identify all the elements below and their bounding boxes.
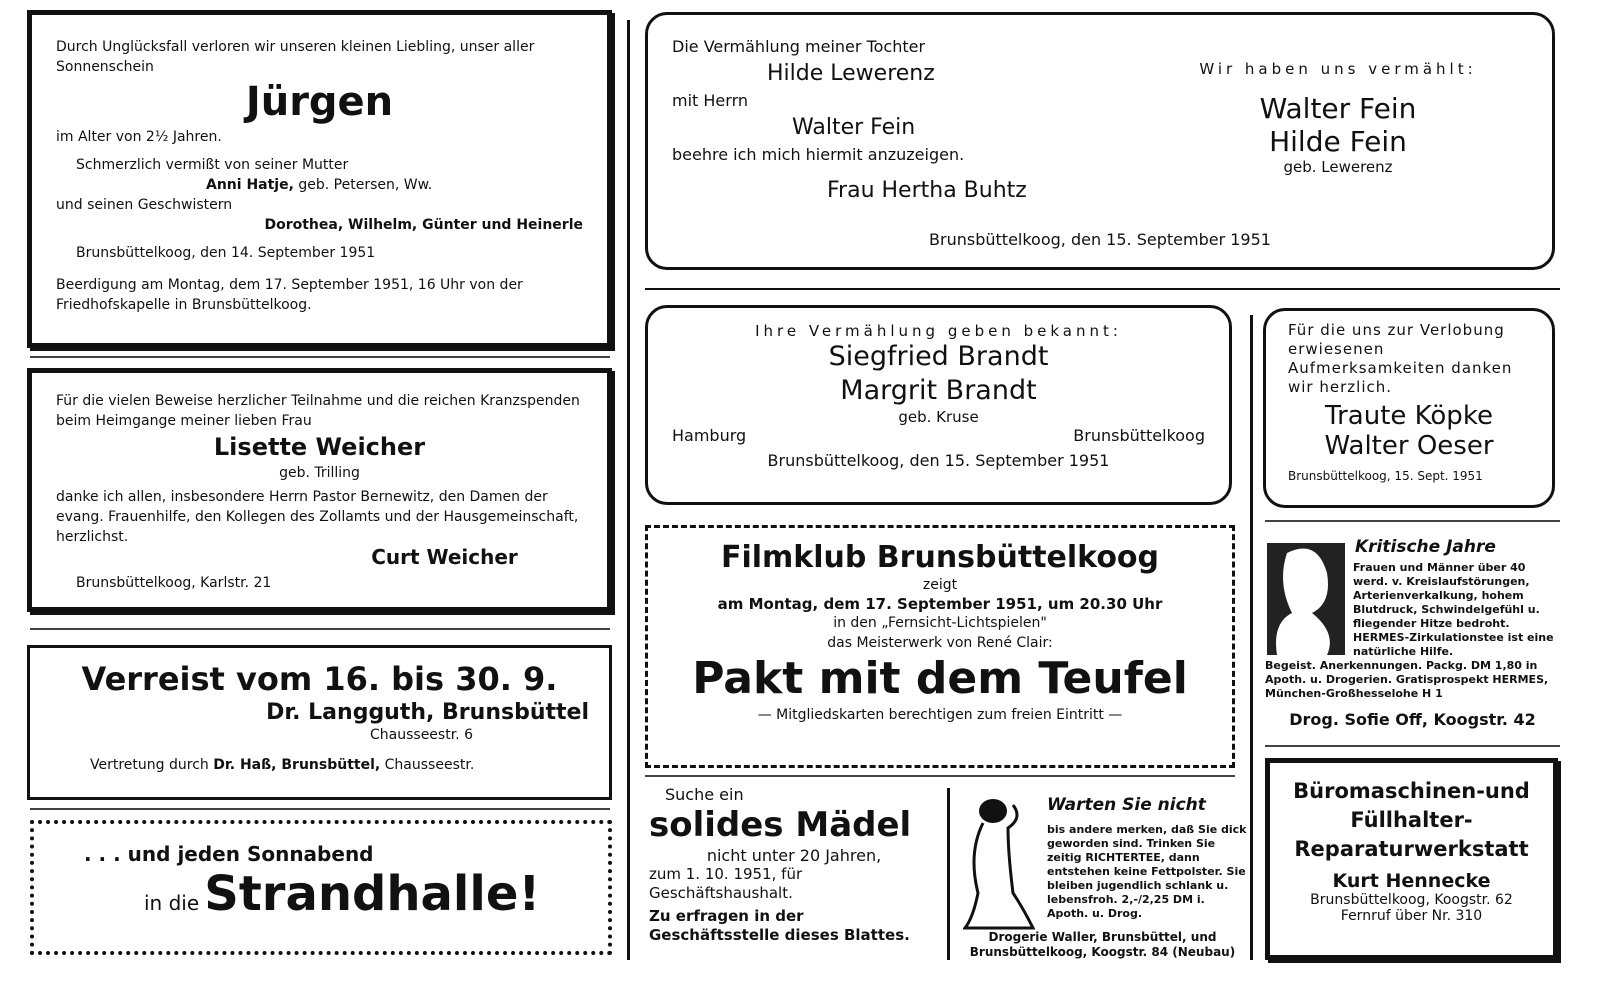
title: Warten Sie nicht [1047, 795, 1206, 815]
thanks-lisette [27, 368, 612, 612]
ad-hermes [1265, 535, 1560, 735]
shows: zeigt [922, 577, 958, 593]
woman-portrait-icon [1267, 543, 1347, 658]
title: Büromaschinen-und Füllhalter-Reparaturwerkstatt [1293, 779, 1530, 861]
line1: . . . und jeden Sonnabend [84, 842, 374, 866]
ad-filmklub [645, 525, 1235, 768]
film-title: Pakt mit dem Teufel [692, 653, 1188, 704]
headline: solides Mädel [649, 805, 912, 845]
thanks-text: danke ich allen, insbesondere Herrn Pastor Bernewitz, den Damen der evang. Frauenhilfe, den Kollegen des Zollamts und der Hausgemeinschaft, herzlichst. [56, 489, 579, 545]
work: das Meisterwerk von René Clair: [827, 635, 1053, 651]
with-text: mit Herrn [672, 91, 748, 110]
born: geb. Kruse [898, 408, 979, 426]
l4: zum 1. 10. 1951, für Geschäftshaushalt. [649, 865, 803, 902]
divider [30, 808, 610, 810]
footer: Drog. Sofie Off, Koogstr. 42 [1289, 710, 1536, 729]
address: Brunsbüttelkoog, Koogstr. 62 [1310, 892, 1513, 908]
footer: Drogerie Waller, Brunsbüttel, und Brunsbüttelkoog, Koogstr. 84 (Neubau) [969, 930, 1236, 959]
date: Brunsbüttelkoog, 15. Sept. 1951 [1288, 469, 1483, 483]
phone: Fernruf über Nr. 310 [1340, 908, 1483, 924]
signer: Curt Weicher [371, 545, 518, 569]
ad-richtertee [955, 785, 1250, 963]
divider [1265, 520, 1560, 522]
couple-intro: Wir haben uns vermählt: [1199, 60, 1477, 78]
deputy-prefix: Vertretung durch [90, 757, 209, 773]
line2-prefix: in die [144, 891, 200, 915]
title: Kritische Jahre [1355, 537, 1496, 557]
bride-name: Margrit Brandt [840, 375, 1037, 406]
body: Frauen und Männer über 40 werd. v. Kreislaufstörungen, Arterienverkalkung, hohem Blutdruck, Schwindelgefühl u. fliegender Hitze bedroht. HERMES-Zirkulationstee ist eine natürliche Hilfe. [1353, 561, 1554, 658]
engagement-thanks [1263, 308, 1555, 508]
deputy-name: Dr. Haß, Brunsbüttel, [213, 757, 381, 773]
funeral-text: Beerdigung am Montag, dem 17. September 1951, 16 Uhr von der Friedhofskapelle in Brunsbüttelkoog. [56, 277, 523, 313]
age-text: im Alter von 2½ Jahren. [56, 129, 222, 145]
l3: nicht unter 20 Jahren, [706, 846, 882, 865]
l1: Suche ein [665, 785, 744, 804]
mother-intro: Die Vermählung meiner Tochter [672, 37, 926, 56]
intro-text: Durch Unglücksfall verloren wir unseren kleinen Liebling, unser aller Sonnenschein [56, 39, 535, 75]
name2: Walter Oeser [1324, 431, 1494, 461]
body2: Begeist. Anerkennungen. Packg. DM 1,80 in Apoth. u. Drogerien. Gratisprospekt HERMES, München-Großhesselohe H 1 [1265, 659, 1549, 700]
woman-illustration-icon [963, 793, 1043, 933]
ad-maedel [645, 785, 943, 960]
divider [30, 356, 610, 358]
deceased-name: Lisette Weicher [213, 433, 426, 461]
obituary-juergen [27, 10, 612, 348]
ad-strandhalle [30, 820, 612, 955]
wedding-brandt [645, 305, 1232, 505]
club-name: Filmklub Brunsbüttelkoog [720, 540, 1160, 575]
venue: in den „Fernsicht-Lichtspielen" [833, 615, 1047, 631]
address: Brunsbüttelkoog, Karlstr. 21 [76, 575, 272, 591]
date: Brunsbüttelkoog, den 15. September 1951 [929, 230, 1271, 249]
bride-name: Hilde Lewerenz [767, 61, 935, 86]
ad-bueromaschinen [1265, 758, 1558, 960]
body: bis andere merken, daß Sie dick geworden sind. Trinken Sie zeitig RICHTERTEE, dann entstehen keine Fettpolster. Sie bleiben jugendlich schlank u. lebensfroh. 2,-/2,25 DM i. Apoth. u. Drog. [1047, 823, 1247, 920]
date: Brunsbüttelkoog, den 15. September 1951 [767, 451, 1110, 470]
intro-text: Für die vielen Beweise herzlicher Teilnahme und die reichen Kranzspenden beim Heimgange meiner lieben Frau [56, 393, 580, 429]
l5: Zu erfragen in der Geschäftsstelle dieses Blattes. [649, 907, 910, 944]
announce-text: beehre ich mich hiermit anzuzeigen. [672, 145, 965, 164]
born-text: geb. Trilling [279, 465, 360, 481]
divider [30, 628, 610, 630]
couple-born: geb. Lewerenz [1283, 158, 1393, 176]
intro: Ihre Vermählung geben bekannt: [755, 322, 1122, 340]
street: Chausseestr. 6 [370, 727, 473, 743]
groom-name: Walter Fein [792, 115, 916, 140]
mother-name: Frau Hertha Buhtz [827, 178, 1027, 203]
strandhalle-name: Strandhalle! [204, 866, 541, 922]
wedding-announcement [645, 12, 1555, 270]
divider [1265, 745, 1560, 747]
city-left: Hamburg [672, 426, 747, 445]
note: — Mitgliedskarten berechtigen zum freien Eintritt — [757, 707, 1123, 723]
divider [645, 288, 1560, 290]
mother-rest: geb. Petersen, Ww. [298, 177, 433, 193]
couple-bride: Hilde Fein [1269, 125, 1407, 158]
place-date: Brunsbüttelkoog, den 14. September 1951 [76, 245, 376, 261]
column-rule [627, 20, 630, 960]
divider [645, 775, 1235, 777]
siblings-names: Dorothea, Wilhelm, Günter und Heinerle [264, 217, 583, 233]
when: am Montag, dem 17. September 1951, um 20.30 Uhr [717, 595, 1163, 613]
column-rule [947, 788, 950, 960]
thanks-text: Für die uns zur Verlobung erwiesenen Aufmerksamkeiten danken wir herzlich. [1288, 321, 1513, 396]
mother-name: Anni Hatje, [206, 177, 294, 193]
groom-name: Siegfried Brandt [828, 341, 1049, 372]
deceased-name: Jürgen [245, 79, 394, 125]
city-right: Brunsbüttelkoog [1073, 426, 1205, 445]
siblings-intro: und seinen Geschwistern [56, 197, 233, 213]
couple-groom: Walter Fein [1259, 92, 1417, 125]
mourn-text: Schmerzlich vermißt von seiner Mutter [76, 157, 349, 173]
owner: Kurt Hennecke [1332, 870, 1491, 892]
notice-verreist [27, 645, 612, 800]
doctor-name: Dr. Langguth, Brunsbüttel [266, 700, 589, 725]
deputy-street: Chausseestr. [384, 757, 475, 773]
column-rule [1250, 315, 1253, 960]
name1: Traute Köpke [1325, 401, 1493, 431]
headline: Verreist vom 16. bis 30. 9. [81, 660, 558, 698]
